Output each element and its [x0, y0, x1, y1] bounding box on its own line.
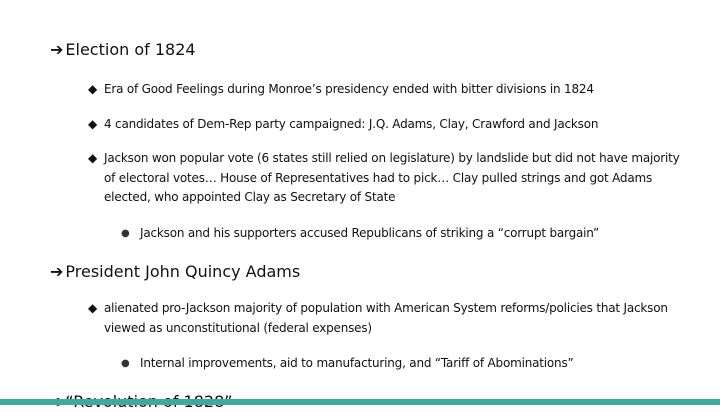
- heading-text: President John Quincy Adams: [65, 262, 301, 281]
- sub-bullet-item: [121, 224, 681, 244]
- bullet-item: [88, 149, 688, 208]
- arrow-icon: ➔: [50, 40, 64, 59]
- bullet-text: 4 candidates of Dem-Rep party campaigned: J.Q. Adams, Clay, Crawford and Jackson: [104, 117, 599, 131]
- arrow-icon: ➔: [50, 262, 64, 281]
- section-heading-president-jqa: [50, 262, 300, 282]
- bullet-text: Jackson won popular vote (6 states still relied on legislature) by landslide but did not have majority of electoral votes… House of Representatives had to pick… Clay pulled strings and got Adams elected, who appointed Clay as Secretary of State: [104, 151, 680, 204]
- sub-bullet-item: [121, 354, 681, 374]
- diamond-bullet-icon: ◆: [88, 82, 98, 96]
- sub-bullet-text: Jackson and his supporters accused Republicans of striking a “corrupt bargain”: [140, 226, 600, 240]
- bullet-item: [88, 299, 688, 338]
- bullet-item: [88, 80, 688, 100]
- sub-bullet-text: Internal improvements, aid to manufacturing, and “Tariff of Abominations”: [140, 356, 574, 370]
- diamond-bullet-icon: ◆: [88, 117, 98, 131]
- dot-bullet-icon: ●: [121, 228, 130, 239]
- section-heading-election-1824: [50, 40, 196, 60]
- bullet-item: [88, 115, 688, 135]
- diamond-bullet-icon: ◆: [88, 301, 98, 315]
- diamond-bullet-icon: ◆: [88, 151, 98, 165]
- bullet-text: Era of Good Feelings during Monroe’s presidency ended with bitter divisions in 1824: [104, 82, 594, 96]
- bottom-accent-bar: [0, 399, 720, 405]
- bullet-text: alienated pro-Jackson majority of population with American System reforms/policies that Jackson viewed as unconstitutional (federal expenses): [104, 301, 668, 335]
- dot-bullet-icon: ●: [121, 358, 130, 369]
- heading-text: Election of 1824: [65, 40, 196, 59]
